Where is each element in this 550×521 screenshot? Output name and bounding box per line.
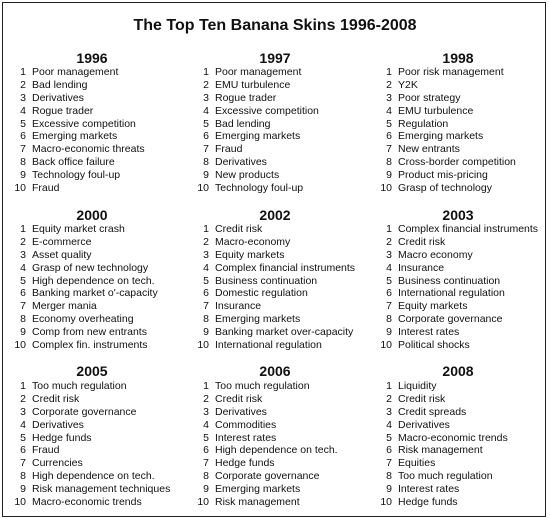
risk-label: Excessive competition bbox=[215, 104, 319, 117]
risk-label: Hedge funds bbox=[215, 457, 275, 470]
rank-number: 4 bbox=[20, 418, 26, 431]
year-heading: 2005 bbox=[76, 363, 108, 379]
rank-number: 7 bbox=[203, 300, 209, 313]
risk-label: Interest rates bbox=[398, 326, 460, 339]
risk-label: Complex financial instruments bbox=[398, 223, 539, 235]
rank-number: 8 bbox=[20, 156, 26, 169]
rank-number: 6 bbox=[386, 287, 392, 300]
rank-number: 6 bbox=[20, 130, 26, 143]
risk-label: E-commerce bbox=[32, 235, 92, 248]
risk-label: Y2K bbox=[398, 78, 418, 91]
rank-number: 3 bbox=[386, 405, 392, 418]
rank-number: 8 bbox=[20, 470, 26, 483]
rank-number: 4 bbox=[203, 261, 209, 274]
rank-number: 2 bbox=[386, 235, 392, 248]
risk-label: Macro-economy bbox=[215, 235, 291, 248]
risk-label: Equity markets bbox=[215, 248, 285, 261]
risk-label: International regulation bbox=[215, 339, 322, 352]
rank-number: 3 bbox=[20, 248, 26, 261]
year-heading: 2006 bbox=[259, 363, 291, 379]
risk-label: Risk management bbox=[215, 496, 300, 509]
rank-number: 6 bbox=[203, 287, 209, 300]
rank-number: 1 bbox=[203, 380, 209, 392]
risk-label: Macro-economic threats bbox=[32, 143, 145, 156]
risk-label: Technology foul-up bbox=[215, 182, 304, 195]
risk-label: Liquidity bbox=[398, 380, 437, 392]
rank-number: 5 bbox=[20, 117, 26, 130]
year-heading: 1997 bbox=[259, 50, 291, 66]
risk-label: Macro-economic trends bbox=[32, 496, 142, 509]
risk-label: International regulation bbox=[398, 287, 505, 300]
rank-number: 7 bbox=[203, 143, 209, 156]
risk-label: Poor management bbox=[32, 66, 119, 78]
rank-number: 3 bbox=[386, 91, 392, 104]
risk-label: Corporate governance bbox=[32, 405, 137, 418]
rank-number: 2 bbox=[203, 235, 209, 248]
risk-label: Merger mania bbox=[32, 300, 97, 313]
rank-number: 4 bbox=[386, 418, 392, 431]
risk-label: Economy overheating bbox=[32, 313, 134, 326]
year-heading: 2002 bbox=[259, 207, 291, 223]
rank-number: 5 bbox=[203, 431, 209, 444]
rank-number: 10 bbox=[14, 182, 26, 195]
rank-number: 10 bbox=[197, 182, 209, 195]
risk-label: Fraud bbox=[32, 444, 60, 457]
risk-label: Product mis-pricing bbox=[398, 169, 488, 182]
rank-number: 4 bbox=[386, 261, 392, 274]
rank-number: 7 bbox=[386, 143, 392, 156]
rank-number: 8 bbox=[386, 156, 392, 169]
rank-number: 9 bbox=[386, 326, 392, 339]
risk-label: Credit risk bbox=[32, 392, 80, 405]
rank-number: 10 bbox=[380, 496, 392, 509]
risk-label: New entrants bbox=[398, 143, 460, 156]
risk-label: High dependence on tech. bbox=[32, 274, 155, 287]
rank-number: 7 bbox=[203, 457, 209, 470]
rank-number: 4 bbox=[203, 104, 209, 117]
risk-label: Insurance bbox=[398, 261, 445, 274]
rank-number: 6 bbox=[203, 130, 209, 143]
risk-label: Excessive competition bbox=[32, 117, 136, 130]
rank-number: 9 bbox=[203, 326, 209, 339]
rank-number: 5 bbox=[20, 274, 26, 287]
risk-label: Bad lending bbox=[32, 78, 88, 91]
rank-number: 8 bbox=[203, 470, 209, 483]
risk-label: Poor management bbox=[215, 66, 302, 78]
rank-number: 10 bbox=[197, 339, 209, 352]
rank-number: 5 bbox=[203, 274, 209, 287]
risk-label: Domestic regulation bbox=[215, 287, 308, 300]
rank-number: 5 bbox=[386, 117, 392, 130]
risk-label: Equity markets bbox=[398, 300, 468, 313]
rank-number: 6 bbox=[386, 130, 392, 143]
risk-label: Credit risk bbox=[398, 235, 446, 248]
year-heading: 1998 bbox=[442, 50, 474, 66]
rank-number: 2 bbox=[20, 392, 26, 405]
risk-label: Credit risk bbox=[398, 392, 446, 405]
rank-number: 4 bbox=[203, 418, 209, 431]
risk-label: Rogue trader bbox=[32, 104, 94, 117]
rank-number: 4 bbox=[386, 104, 392, 117]
rank-number: 7 bbox=[386, 300, 392, 313]
risk-label: Equities bbox=[398, 457, 436, 470]
rank-number: 1 bbox=[386, 380, 392, 392]
risk-label: High dependence on tech. bbox=[215, 444, 338, 457]
risk-label: Business continuation bbox=[398, 274, 501, 287]
rank-number: 3 bbox=[203, 248, 209, 261]
risk-label: Too much regulation bbox=[398, 470, 493, 483]
rank-number: 5 bbox=[386, 431, 392, 444]
risk-label: Too much regulation bbox=[32, 380, 127, 392]
risk-label: Derivatives bbox=[398, 418, 450, 431]
risk-label: Insurance bbox=[215, 300, 262, 313]
rank-number: 4 bbox=[20, 261, 26, 274]
risk-label: Cross-border competition bbox=[398, 156, 516, 169]
rank-number: 7 bbox=[386, 457, 392, 470]
rank-number: 7 bbox=[20, 143, 26, 156]
rank-number: 1 bbox=[20, 380, 26, 392]
risk-label: Technology foul-up bbox=[32, 169, 121, 182]
year-heading: 2003 bbox=[442, 207, 474, 223]
risk-label: Credit spreads bbox=[398, 405, 467, 418]
rank-number: 10 bbox=[14, 496, 26, 509]
risk-label: Political shocks bbox=[398, 339, 470, 352]
risk-label: Hedge funds bbox=[398, 496, 458, 509]
risk-label: Complex financial instruments bbox=[215, 261, 356, 274]
rank-number: 9 bbox=[386, 169, 392, 182]
risk-label: Credit risk bbox=[215, 392, 263, 405]
risk-label: Poor risk management bbox=[398, 66, 504, 78]
risk-label: Rogue trader bbox=[215, 91, 277, 104]
risk-label: Risk management techniques bbox=[32, 483, 171, 496]
rank-number: 1 bbox=[203, 66, 209, 78]
risk-label: EMU turbulence bbox=[398, 104, 474, 117]
risk-label: Emerging markets bbox=[215, 313, 301, 326]
year-heading: 1996 bbox=[76, 50, 108, 66]
risk-label: Fraud bbox=[32, 182, 60, 195]
rank-number: 2 bbox=[203, 392, 209, 405]
risk-label: Derivatives bbox=[32, 418, 84, 431]
page-title: The Top Ten Banana Skins 1996-2008 bbox=[133, 17, 417, 34]
risk-label: Back office failure bbox=[32, 156, 115, 169]
rank-number: 1 bbox=[203, 223, 209, 235]
risk-label: Emerging markets bbox=[32, 130, 118, 143]
risk-label: Derivatives bbox=[215, 156, 267, 169]
risk-label: Fraud bbox=[215, 143, 243, 156]
rank-number: 8 bbox=[203, 156, 209, 169]
risk-label: Macro-economic trends bbox=[398, 431, 508, 444]
risk-label: Corporate governance bbox=[215, 470, 320, 483]
rank-number: 2 bbox=[386, 392, 392, 405]
risk-label: Commodities bbox=[215, 418, 277, 431]
rank-number: 9 bbox=[386, 483, 392, 496]
risk-label: Derivatives bbox=[32, 91, 84, 104]
risk-label: Equity market crash bbox=[32, 223, 125, 235]
risk-label: Asset quality bbox=[32, 248, 92, 261]
risk-label: Hedge funds bbox=[32, 431, 92, 444]
risk-label: Regulation bbox=[398, 117, 449, 130]
risk-label: Comp from new entrants bbox=[32, 326, 147, 339]
rank-number: 1 bbox=[20, 223, 26, 235]
rank-number: 7 bbox=[20, 300, 26, 313]
rank-number: 1 bbox=[20, 66, 26, 78]
risk-label: New products bbox=[215, 169, 280, 182]
rank-number: 1 bbox=[386, 66, 392, 78]
rank-number: 5 bbox=[20, 431, 26, 444]
risk-label: Interest rates bbox=[398, 483, 460, 496]
rank-number: 9 bbox=[203, 169, 209, 182]
rank-number: 8 bbox=[386, 470, 392, 483]
rank-number: 10 bbox=[380, 339, 392, 352]
risk-label: Banking market over-capacity bbox=[215, 326, 354, 339]
rank-number: 9 bbox=[20, 169, 26, 182]
risk-label: Poor strategy bbox=[398, 91, 461, 104]
year-heading: 2000 bbox=[76, 207, 108, 223]
rank-number: 10 bbox=[14, 339, 26, 352]
risk-label: Interest rates bbox=[215, 431, 277, 444]
risk-label: Grasp of new technology bbox=[32, 261, 149, 274]
risk-label: Emerging markets bbox=[215, 130, 301, 143]
rank-number: 10 bbox=[197, 496, 209, 509]
rank-number: 8 bbox=[386, 313, 392, 326]
rank-number: 9 bbox=[203, 483, 209, 496]
rank-number: 6 bbox=[20, 287, 26, 300]
risk-label: Currencies bbox=[32, 457, 83, 470]
risk-label: EMU turbulence bbox=[215, 78, 291, 91]
risk-label: Macro economy bbox=[398, 248, 473, 261]
rank-number: 2 bbox=[203, 78, 209, 91]
rank-number: 8 bbox=[203, 313, 209, 326]
risk-label: Derivatives bbox=[215, 405, 267, 418]
risk-label: Bad lending bbox=[215, 117, 271, 130]
rank-number: 6 bbox=[203, 444, 209, 457]
rank-number: 3 bbox=[386, 248, 392, 261]
risk-label: Business continuation bbox=[215, 274, 318, 287]
risk-label: Too much regulation bbox=[215, 380, 310, 392]
risk-label: Credit risk bbox=[215, 223, 263, 235]
rank-number: 9 bbox=[20, 326, 26, 339]
rank-number: 10 bbox=[380, 182, 392, 195]
risk-label: Emerging markets bbox=[215, 483, 301, 496]
rank-number: 3 bbox=[20, 91, 26, 104]
rank-number: 4 bbox=[20, 104, 26, 117]
risk-label: Complex fin. instruments bbox=[32, 339, 148, 352]
rank-number: 2 bbox=[386, 78, 392, 91]
rank-number: 9 bbox=[20, 483, 26, 496]
rank-number: 3 bbox=[203, 405, 209, 418]
risk-label: Emerging markets bbox=[398, 130, 484, 143]
year-heading: 2008 bbox=[442, 363, 474, 379]
rank-number: 5 bbox=[386, 274, 392, 287]
risk-label: Risk management bbox=[398, 444, 483, 457]
rank-number: 7 bbox=[20, 457, 26, 470]
risk-label: Banking market o'-capacity bbox=[32, 287, 158, 300]
rank-number: 3 bbox=[203, 91, 209, 104]
rank-number: 8 bbox=[20, 313, 26, 326]
risk-label: Grasp of technology bbox=[398, 182, 492, 195]
rank-number: 2 bbox=[20, 235, 26, 248]
rank-number: 6 bbox=[20, 444, 26, 457]
rank-number: 2 bbox=[20, 78, 26, 91]
rank-number: 1 bbox=[386, 223, 392, 235]
risk-label: Corporate governance bbox=[398, 313, 503, 326]
rank-number: 3 bbox=[20, 405, 26, 418]
rank-number: 5 bbox=[203, 117, 209, 130]
risk-label: High dependence on tech. bbox=[32, 470, 155, 483]
rank-number: 6 bbox=[386, 444, 392, 457]
